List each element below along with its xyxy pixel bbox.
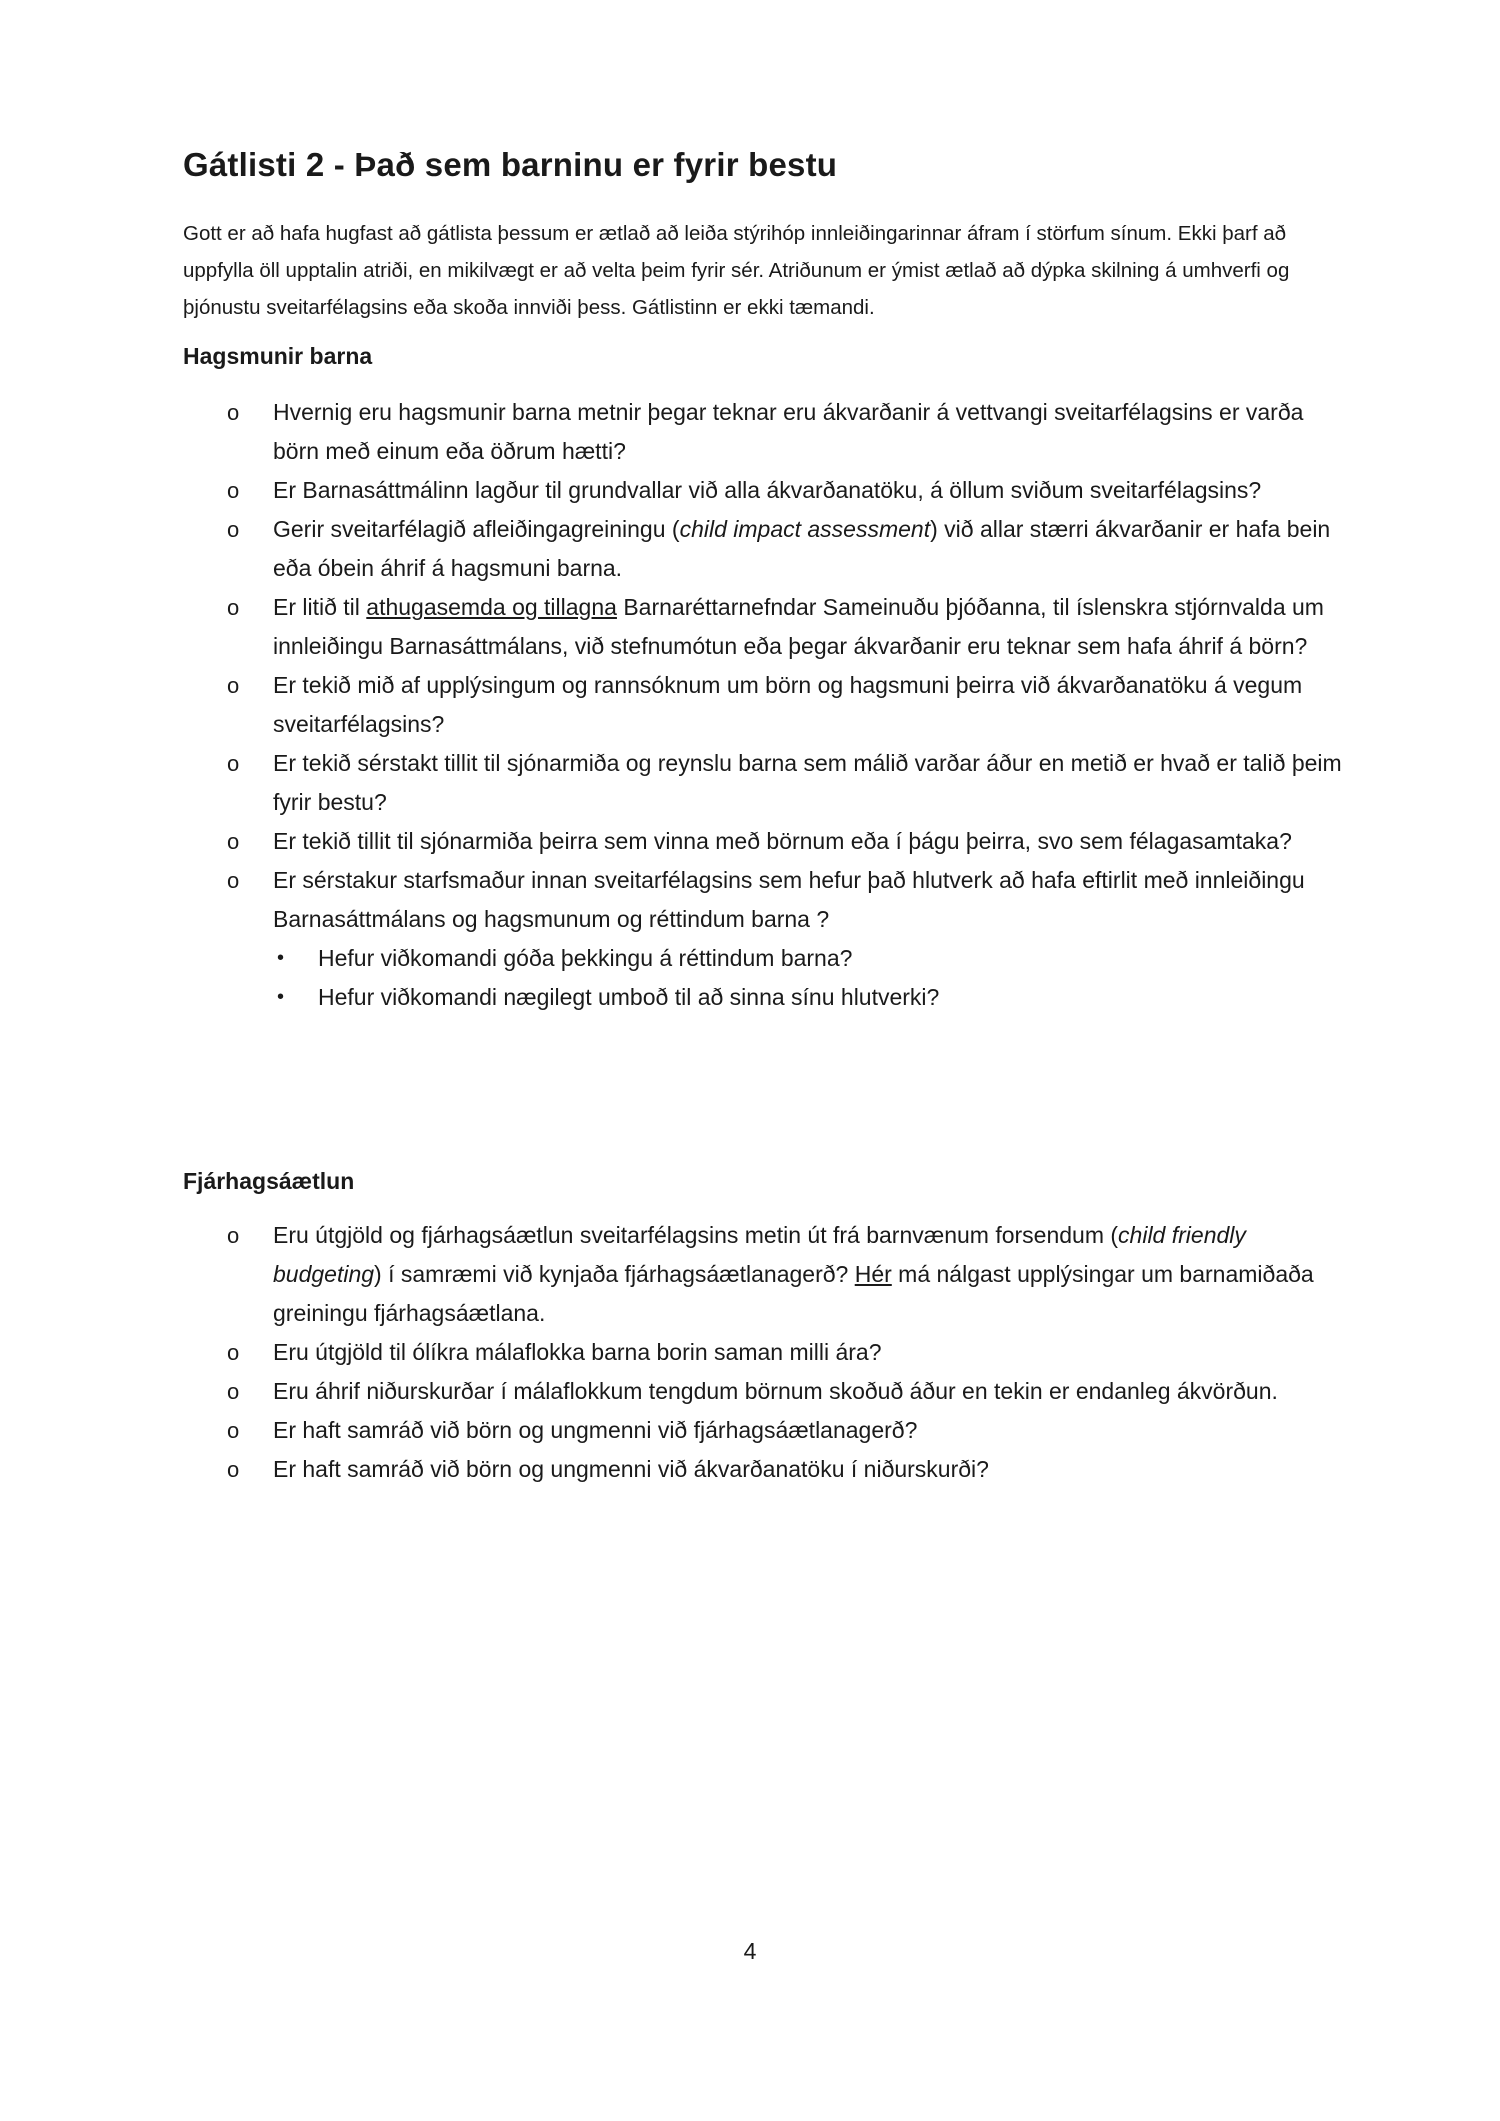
list-item-text: Er litið til xyxy=(273,594,367,620)
list-item-text: Er haft samráð við börn og ungmenni við fjárhagsáætlanagerð? xyxy=(273,1417,918,1443)
bullet-dot-icon: • xyxy=(277,947,285,969)
list-item-text: Er tekið mið af upplýsingum og rannsóknum um börn og hagsmuni þeirra við ákvarðanatöku á vegum sveitarfélagsins? xyxy=(273,672,1303,737)
list-item xyxy=(183,588,1343,666)
sub-list-item xyxy=(273,939,1343,978)
section-heading-hagsmunir-barna: Hagsmunir barna xyxy=(183,343,373,369)
circle-bullet-icon: o xyxy=(227,400,240,425)
circle-bullet-icon: o xyxy=(227,673,240,698)
circle-bullet-icon: o xyxy=(227,517,240,542)
list-item xyxy=(183,393,1343,471)
list-item-text: Hvernig eru hagsmunir barna metnir þegar teknar eru ákvarðanir á vettvangi sveitarfélagsins er varða börn með einum eða öðrum hætti? xyxy=(273,399,1304,464)
list-item xyxy=(183,1411,1343,1450)
list-item-text: ) í samræmi við kynjaða fjárhagsáætlanagerð? xyxy=(374,1261,855,1287)
circle-bullet-icon: o xyxy=(227,1418,240,1443)
list-item xyxy=(183,666,1343,744)
circle-bullet-icon: o xyxy=(227,1457,240,1482)
circle-bullet-icon: o xyxy=(227,1340,240,1365)
list-item xyxy=(183,822,1343,861)
list-item-text: Er haft samráð við börn og ungmenni við ákvarðanatöku í niðurskurði? xyxy=(273,1456,989,1482)
sub-list-item-text: Hefur viðkomandi góða þekkingu á réttindum barna? xyxy=(318,945,853,971)
list-item-text: Barnaréttarnefndar Sameinuðu þjóðanna, til íslenskra stjórnvalda um innleiðingu Barnasáttmálans, við stefnumótun eða þegar ákvarðanir eru teknar sem hafa áhrif á börn? xyxy=(273,594,1324,659)
circle-bullet-icon: o xyxy=(227,751,240,776)
list-item xyxy=(183,471,1343,510)
list-item-text: Er tekið tillit til sjónarmiða þeirra sem vinna með börnum eða í þágu þeirra, svo sem félagasamtaka? xyxy=(273,828,1292,854)
her-link[interactable]: Hér xyxy=(854,1261,892,1287)
page-title: Gátlisti 2 - Það sem barninu er fyrir bestu xyxy=(183,146,838,183)
list-item-text: Eru áhrif niðurskurðar í málaflokkum tengdum börnum skoðuð áður en tekin er endanleg ákvörðun. xyxy=(273,1378,1278,1404)
athugasemdir-link[interactable]: athugasemda og tillagna xyxy=(366,594,617,620)
list-item-text: Gerir sveitarfélagið afleiðingagreiningu ( xyxy=(273,516,680,542)
list-item xyxy=(183,1372,1343,1411)
list-item xyxy=(183,861,1343,1017)
circle-bullet-icon: o xyxy=(227,595,240,620)
list-item-italic-term: child impact assessment xyxy=(679,516,931,542)
list-item-text: Er sérstakur starfsmaður innan sveitarfélagsins sem hefur það hlutverk að hafa eftirlit með innleiðingu Barnasáttmálans og hagsmunum og réttindum barna ? xyxy=(273,867,1305,932)
sub-list-item xyxy=(273,978,1343,1017)
circle-bullet-icon: o xyxy=(227,868,240,893)
circle-bullet-icon: o xyxy=(227,478,240,503)
list-item xyxy=(183,1333,1343,1372)
circle-bullet-icon: o xyxy=(227,829,240,854)
intro-paragraph: Gott er að hafa hugfast að gátlista þessum er ætlað að leiða stýrihóp innleiðingarinnar áfram í störfum sínum. Ekki þarf að uppfylla öll upptalin atriði, en mikilvægt er að velta þeim fyrir sér. Atriðunum er ýmist ætlað að dýpka skilning á umhverfi og þjónustu sveitarfélagsins eða skoða innviði þess. Gátlistinn er ekki tæmandi. xyxy=(183,222,1290,319)
list-item-text: Eru útgjöld og fjárhagsáætlun sveitarfélagsins metin út frá barnvænum forsendum ( xyxy=(273,1222,1119,1248)
list-item xyxy=(183,744,1343,822)
list-item-text: Eru útgjöld til ólíkra málaflokka barna borin saman milli ára? xyxy=(273,1339,882,1365)
list-item-text: má nálgast upplýsingar um barnamiðaða greiningu fjárhagsáætlana. xyxy=(273,1261,1314,1326)
list-item-text: Er tekið sérstakt tillit til sjónarmiða og reynslu barna sem málið varðar áður en metið er hvað er talið þeim fyrir bestu? xyxy=(273,750,1342,815)
checklist-hagsmunir-barna xyxy=(183,393,1343,1017)
checklist-fjarhagsaetlun xyxy=(183,1216,1343,1489)
bullet-dot-icon: • xyxy=(277,986,285,1008)
list-item xyxy=(183,510,1343,588)
section-heading-fjarhagsaetlun: Fjárhagsáætlun xyxy=(183,1168,355,1194)
list-item xyxy=(183,1450,1343,1489)
circle-bullet-icon: o xyxy=(227,1379,240,1404)
list-item-text: ) við allar stærri ákvarðanir er hafa bein eða óbein áhrif á hagsmuni barna. xyxy=(273,516,1331,581)
list-item-italic-term: child friendly budgeting xyxy=(273,1222,1246,1287)
circle-bullet-icon: o xyxy=(227,1223,240,1248)
list-item-text: Er Barnasáttmálinn lagður til grundvallar við alla ákvarðanatöku, á öllum sviðum sveitarfélagsins? xyxy=(273,477,1262,503)
sub-list xyxy=(273,939,1343,1017)
sub-list-item-text: Hefur viðkomandi nægilegt umboð til að sinna sínu hlutverki? xyxy=(318,984,940,1010)
list-item xyxy=(183,1216,1343,1333)
page-number: 4 xyxy=(743,1938,757,1964)
